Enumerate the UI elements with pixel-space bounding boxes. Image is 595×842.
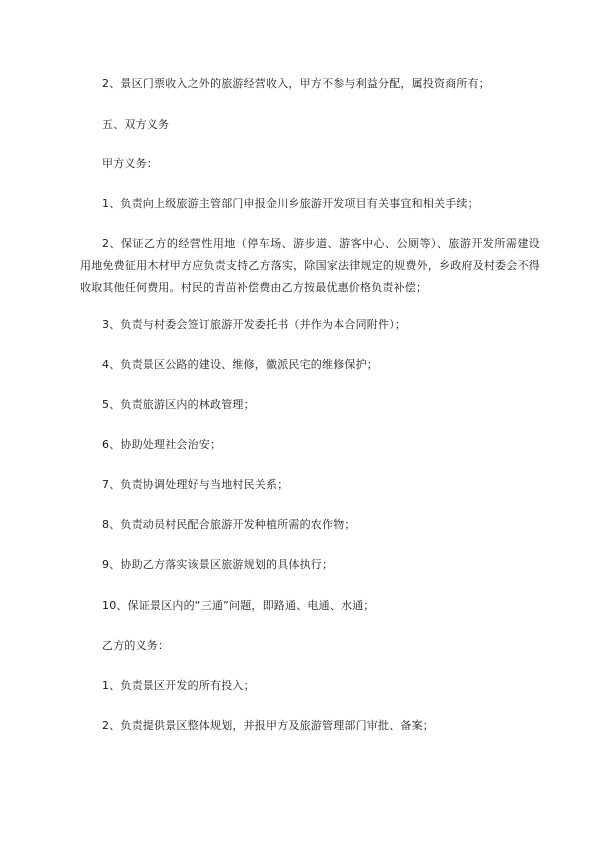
paragraph-a-item-1: 1、负责向上级旅游主管部门申报金川乡旅游开发项目有关事宜和相关手续； xyxy=(102,197,479,210)
paragraph-b-item-1: 1、负责景区开发的所有投入； xyxy=(102,679,255,692)
paragraph-a-item-7: 7、负责协调处理好与当地村民关系； xyxy=(102,478,289,491)
paragraph-a-item-10: 10、保证景区内的“三通”问题，即路通、电通、水通； xyxy=(102,599,375,612)
paragraph-a-item-2: 2、保证乙方的经营性用地（停车场、游步道、游客中心、公厕等）、旅游开发所需建设用地免费征用木材甲方应负责支持乙方落实，除国家法律规定的规费外，乡政府及村委会不得收取其他任何费用。村民的青苗补偿费由乙方按最优惠价格负责补偿； xyxy=(80,237,540,294)
paragraph-a-item-3: 3、负责与村委会签订旅游开发委托书（并作为本合同附件）； xyxy=(102,318,407,331)
paragraph-a-item-8: 8、负责动员村民配合旅游开发种植所需的农作物； xyxy=(102,518,356,531)
heading-party-a-obligations: 甲方义务： xyxy=(102,157,158,170)
paragraph-a-item-4: 4、负责景区公路的建设、维修，徽派民宅的维修保护； xyxy=(102,358,378,371)
section-heading-mutual-obligations: 五、双方义务 xyxy=(102,118,170,131)
paragraph-a-item-5: 5、负责旅游区内的林政管理； xyxy=(102,398,255,411)
heading-party-b-obligations: 乙方的义务： xyxy=(102,639,170,652)
paragraph-a-item-9: 9、协助乙方落实该景区旅游规划的具体执行； xyxy=(102,558,334,571)
paragraph-a-item-6: 6、协助处理社会治安； xyxy=(102,438,222,451)
paragraph-scenic-revenue: 2、景区门票收入之外的旅游经营收入，甲方不参与利益分配，属投资商所有； xyxy=(102,77,490,90)
paragraph-b-item-2: 2、负责提供景区整体规划，并报甲方及旅游管理部门审批、备案； xyxy=(102,719,434,732)
